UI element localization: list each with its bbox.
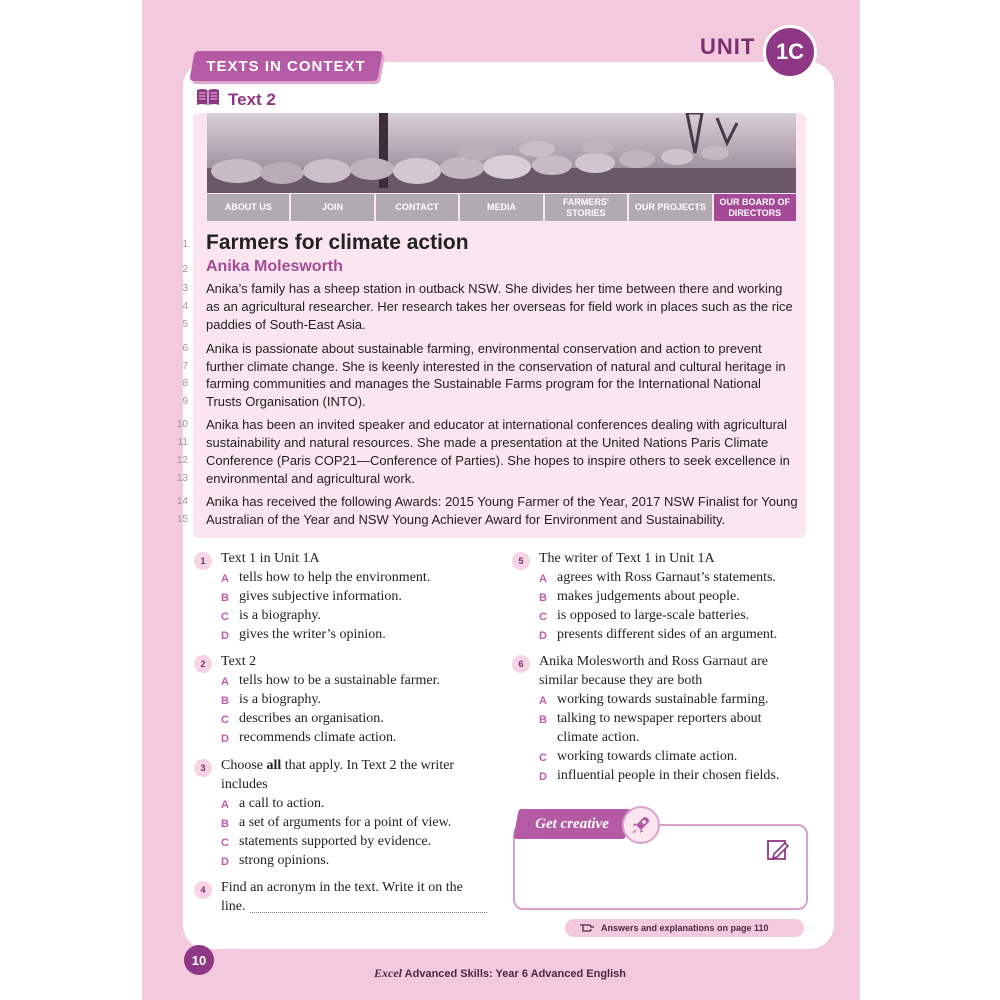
option-text[interactable]: agrees with Ross Garnaut’s statements. xyxy=(557,570,776,585)
option-letter: C xyxy=(539,611,547,623)
question-number: 1 xyxy=(194,552,212,570)
option-letter: B xyxy=(221,695,229,707)
question-number: 5 xyxy=(512,552,530,570)
article-line: farming communities and manages the Sustainable Farms program for the International National xyxy=(206,376,761,391)
option-text[interactable]: tells how to be a sustainable farmer. xyxy=(239,673,440,688)
nav-item-media[interactable]: MEDIA xyxy=(460,194,542,221)
line-number: 12 xyxy=(176,455,188,466)
option-text[interactable]: influential people in their chosen fields. xyxy=(557,768,780,783)
question-text: line. xyxy=(221,899,246,914)
nav-item-about-us[interactable]: ABOUT US xyxy=(207,194,289,221)
line-number: 3 xyxy=(182,283,188,294)
option-letter: B xyxy=(539,714,547,726)
page-number: 10 xyxy=(184,945,214,975)
option-letter: A xyxy=(221,573,229,585)
section-label: TEXTS IN CONTEXT xyxy=(206,57,366,75)
rocket-icon xyxy=(622,806,660,844)
option-text[interactable]: strong opinions. xyxy=(239,853,330,868)
article-line: sustainability and natural resources. She made a presentation at the United Nations Paris Climate xyxy=(206,435,769,450)
question-text: includes xyxy=(221,777,268,792)
option-text[interactable]: a set of arguments for a point of view. xyxy=(239,815,452,830)
line-number: 1 xyxy=(182,239,188,250)
option-letter: D xyxy=(539,771,547,783)
article-line: Australian of the Year and NSW Young Achiever Award for Environment and Sustainability. xyxy=(206,512,726,527)
question-number: 2 xyxy=(194,655,212,673)
option-text[interactable]: gives subjective information. xyxy=(239,589,402,604)
option-letter: C xyxy=(221,837,229,849)
sheep-photo xyxy=(207,113,796,193)
creative-label: Get creative xyxy=(535,815,609,832)
option-letter: A xyxy=(221,799,229,811)
question-text: Text 2 xyxy=(221,654,257,669)
option-letter: C xyxy=(539,752,547,764)
book-icon xyxy=(196,88,220,111)
article-line: as an agricultural researcher. Her research takes her overseas for field work in places such as the rice xyxy=(206,299,793,314)
option-letter: B xyxy=(221,592,229,604)
question-number: 4 xyxy=(194,881,212,899)
option-text[interactable]: gives the writer’s opinion. xyxy=(239,627,386,642)
article-line: Anika has been an invited speaker and educator at international conferences dealing with agricultural xyxy=(206,417,788,432)
option-text[interactable]: working towards sustainable farming. xyxy=(557,692,769,707)
nav-item-join[interactable]: JOIN xyxy=(291,194,373,221)
option-letter: D xyxy=(221,733,229,745)
line-number: 15 xyxy=(176,514,188,525)
article-line: paddies of South-East Asia. xyxy=(206,317,366,332)
answers-note xyxy=(565,919,804,937)
option-text[interactable]: is a biography. xyxy=(239,692,321,707)
question-text: Anika Molesworth and Ross Garnaut are xyxy=(539,654,769,669)
option-letter: C xyxy=(221,714,229,726)
nav-item-farmers-stories[interactable]: FARMERS' STORIES xyxy=(545,194,627,221)
question-text: Text 1 in Unit 1A xyxy=(221,551,320,566)
nav-item-board-of-directors[interactable]: OUR BOARD OF DIRECTORS xyxy=(714,194,796,221)
article-line: Anika has received the following Awards: 2015 Young Farmer of the Year, 2017 NSW Finalist for Young xyxy=(206,494,798,509)
article-line: environmental and agricultural work. xyxy=(206,471,415,486)
option-letter: D xyxy=(539,630,547,642)
nav-item-our-projects[interactable]: OUR PROJECTS xyxy=(629,194,711,221)
option-text[interactable]: makes judgements about people. xyxy=(557,589,740,604)
line-number: 8 xyxy=(182,378,188,389)
line-number: 7 xyxy=(182,361,188,372)
question-text: The writer of Text 1 in Unit 1A xyxy=(539,551,715,566)
question-number: 6 xyxy=(512,655,530,673)
option-text[interactable]: presents different sides of an argument. xyxy=(557,627,778,642)
article-line: further climate change. She is keenly interested in the conservation of natural and cultural heritage in xyxy=(206,359,786,374)
question-text: similar because they are both xyxy=(539,673,703,688)
article-line: Trusts Organisation (INTO). xyxy=(206,394,366,409)
option-text[interactable]: statements supported by evidence. xyxy=(239,834,432,849)
line-number: 13 xyxy=(176,473,188,484)
nav-item-contact[interactable]: CONTACT xyxy=(376,194,458,221)
article-author: Anika Molesworth xyxy=(206,258,343,275)
option-text[interactable]: is opposed to large-scale batteries. xyxy=(557,608,750,623)
option-text[interactable]: talking to newspaper reporters about xyxy=(557,711,762,726)
unit-label: UNIT xyxy=(700,34,756,59)
question-text: Find an acronym in the text. Write it on the xyxy=(221,880,463,895)
option-text[interactable]: describes an organisation. xyxy=(239,711,384,726)
option-text[interactable]: a call to action. xyxy=(239,796,325,811)
option-letter: B xyxy=(221,818,229,830)
footer-brand: Excel xyxy=(374,966,403,980)
footer-title: Advanced Skills: Year 6 Advanced English xyxy=(404,968,626,980)
article-line: Anika is passionate about sustainable farming, environmental conservation and action to prevent xyxy=(206,341,762,356)
option-text[interactable]: recommends climate action. xyxy=(239,730,397,745)
pencil-icon xyxy=(766,838,790,862)
question-text: Choose all that apply. In Text 2 the writer xyxy=(221,758,455,773)
option-letter: A xyxy=(221,676,229,688)
answer-line[interactable] xyxy=(250,912,487,913)
pointing-hand-icon xyxy=(579,919,595,937)
footer xyxy=(0,966,1000,981)
article-line: Conference (Paris COP21—Conference of Parties). She hopes to inspire others to seek excellence in xyxy=(206,453,790,468)
question-number: 3 xyxy=(194,759,212,777)
option-text[interactable]: climate action. xyxy=(557,730,640,745)
text-label: Text 2 xyxy=(228,89,276,109)
option-letter: B xyxy=(539,592,547,604)
line-number: 6 xyxy=(182,343,188,354)
option-letter: C xyxy=(221,611,229,623)
line-number: 14 xyxy=(176,496,188,507)
unit-badge: 1C xyxy=(763,25,817,79)
option-letter: D xyxy=(221,856,229,868)
line-number: 4 xyxy=(182,301,188,312)
line-number: 10 xyxy=(176,419,188,430)
line-number: 11 xyxy=(177,437,188,448)
option-letter: A xyxy=(539,695,547,707)
line-number: 9 xyxy=(182,396,188,407)
article-title: Farmers for climate action xyxy=(206,231,469,254)
line-number: 2 xyxy=(182,264,188,275)
option-letter: D xyxy=(221,630,229,642)
option-text[interactable]: is a biography. xyxy=(239,608,321,623)
text-heading xyxy=(196,88,276,111)
answers-text: Answers and explanations on page 110 xyxy=(601,923,769,933)
site-nav xyxy=(207,194,796,221)
option-text[interactable]: tells how to help the environment. xyxy=(239,570,431,585)
option-letter: A xyxy=(539,573,547,585)
line-number: 5 xyxy=(182,319,188,330)
article-line: Anika’s family has a sheep station in outback NSW. She divides her time between there and working xyxy=(206,281,783,296)
option-text[interactable]: working towards climate action. xyxy=(557,749,738,764)
